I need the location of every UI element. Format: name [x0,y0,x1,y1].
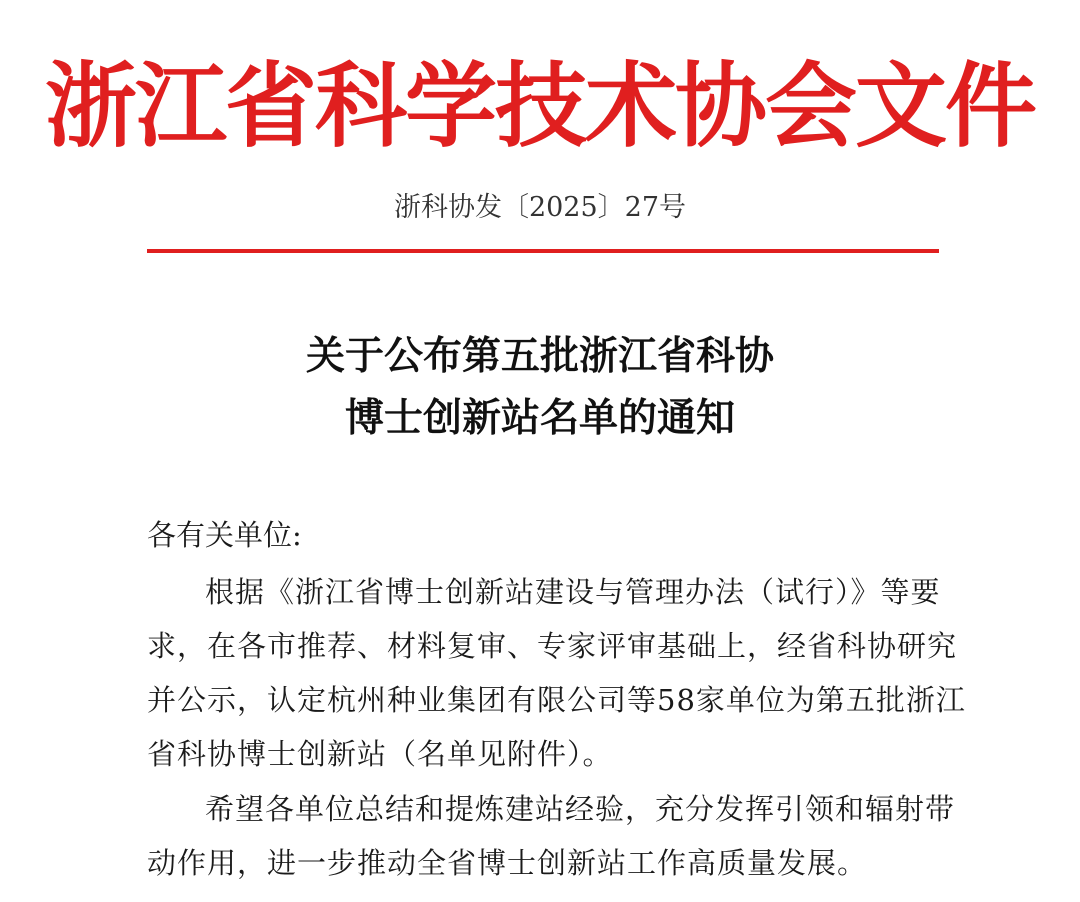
salutation: 各有关单位: [147,518,302,552]
document-number: 浙科协发〔2025〕27号 [393,192,687,223]
notice-title-line-1: 关于公布第五批浙江省科协 [305,333,774,379]
masthead-title: 浙江省科学技术协会文件 [44,52,1035,160]
paragraph-1-line: 省科协博士创新站（名单见附件）。 [147,737,613,771]
paragraph-1-line: 并公示，认定杭州种业集团有限公司等58家单位为第五批浙江 [147,683,966,717]
paragraph-1-line: 根据《浙江省博士创新站建设与管理办法（试行）》等要 [205,575,941,609]
paragraph-2-line: 希望各单位总结和提炼建站经验，充分发挥引领和辐射带 [205,792,956,826]
notice-title-line-2: 博士创新站名单的通知 [344,395,735,441]
paragraph-2-line: 动作用，进一步推动全省博士创新站工作高质量发展。 [147,846,868,880]
paragraph-1-line: 求，在各市推荐、材料复审、专家评审基础上，经省科协研究 [147,629,958,663]
red-separator-line [147,249,939,253]
